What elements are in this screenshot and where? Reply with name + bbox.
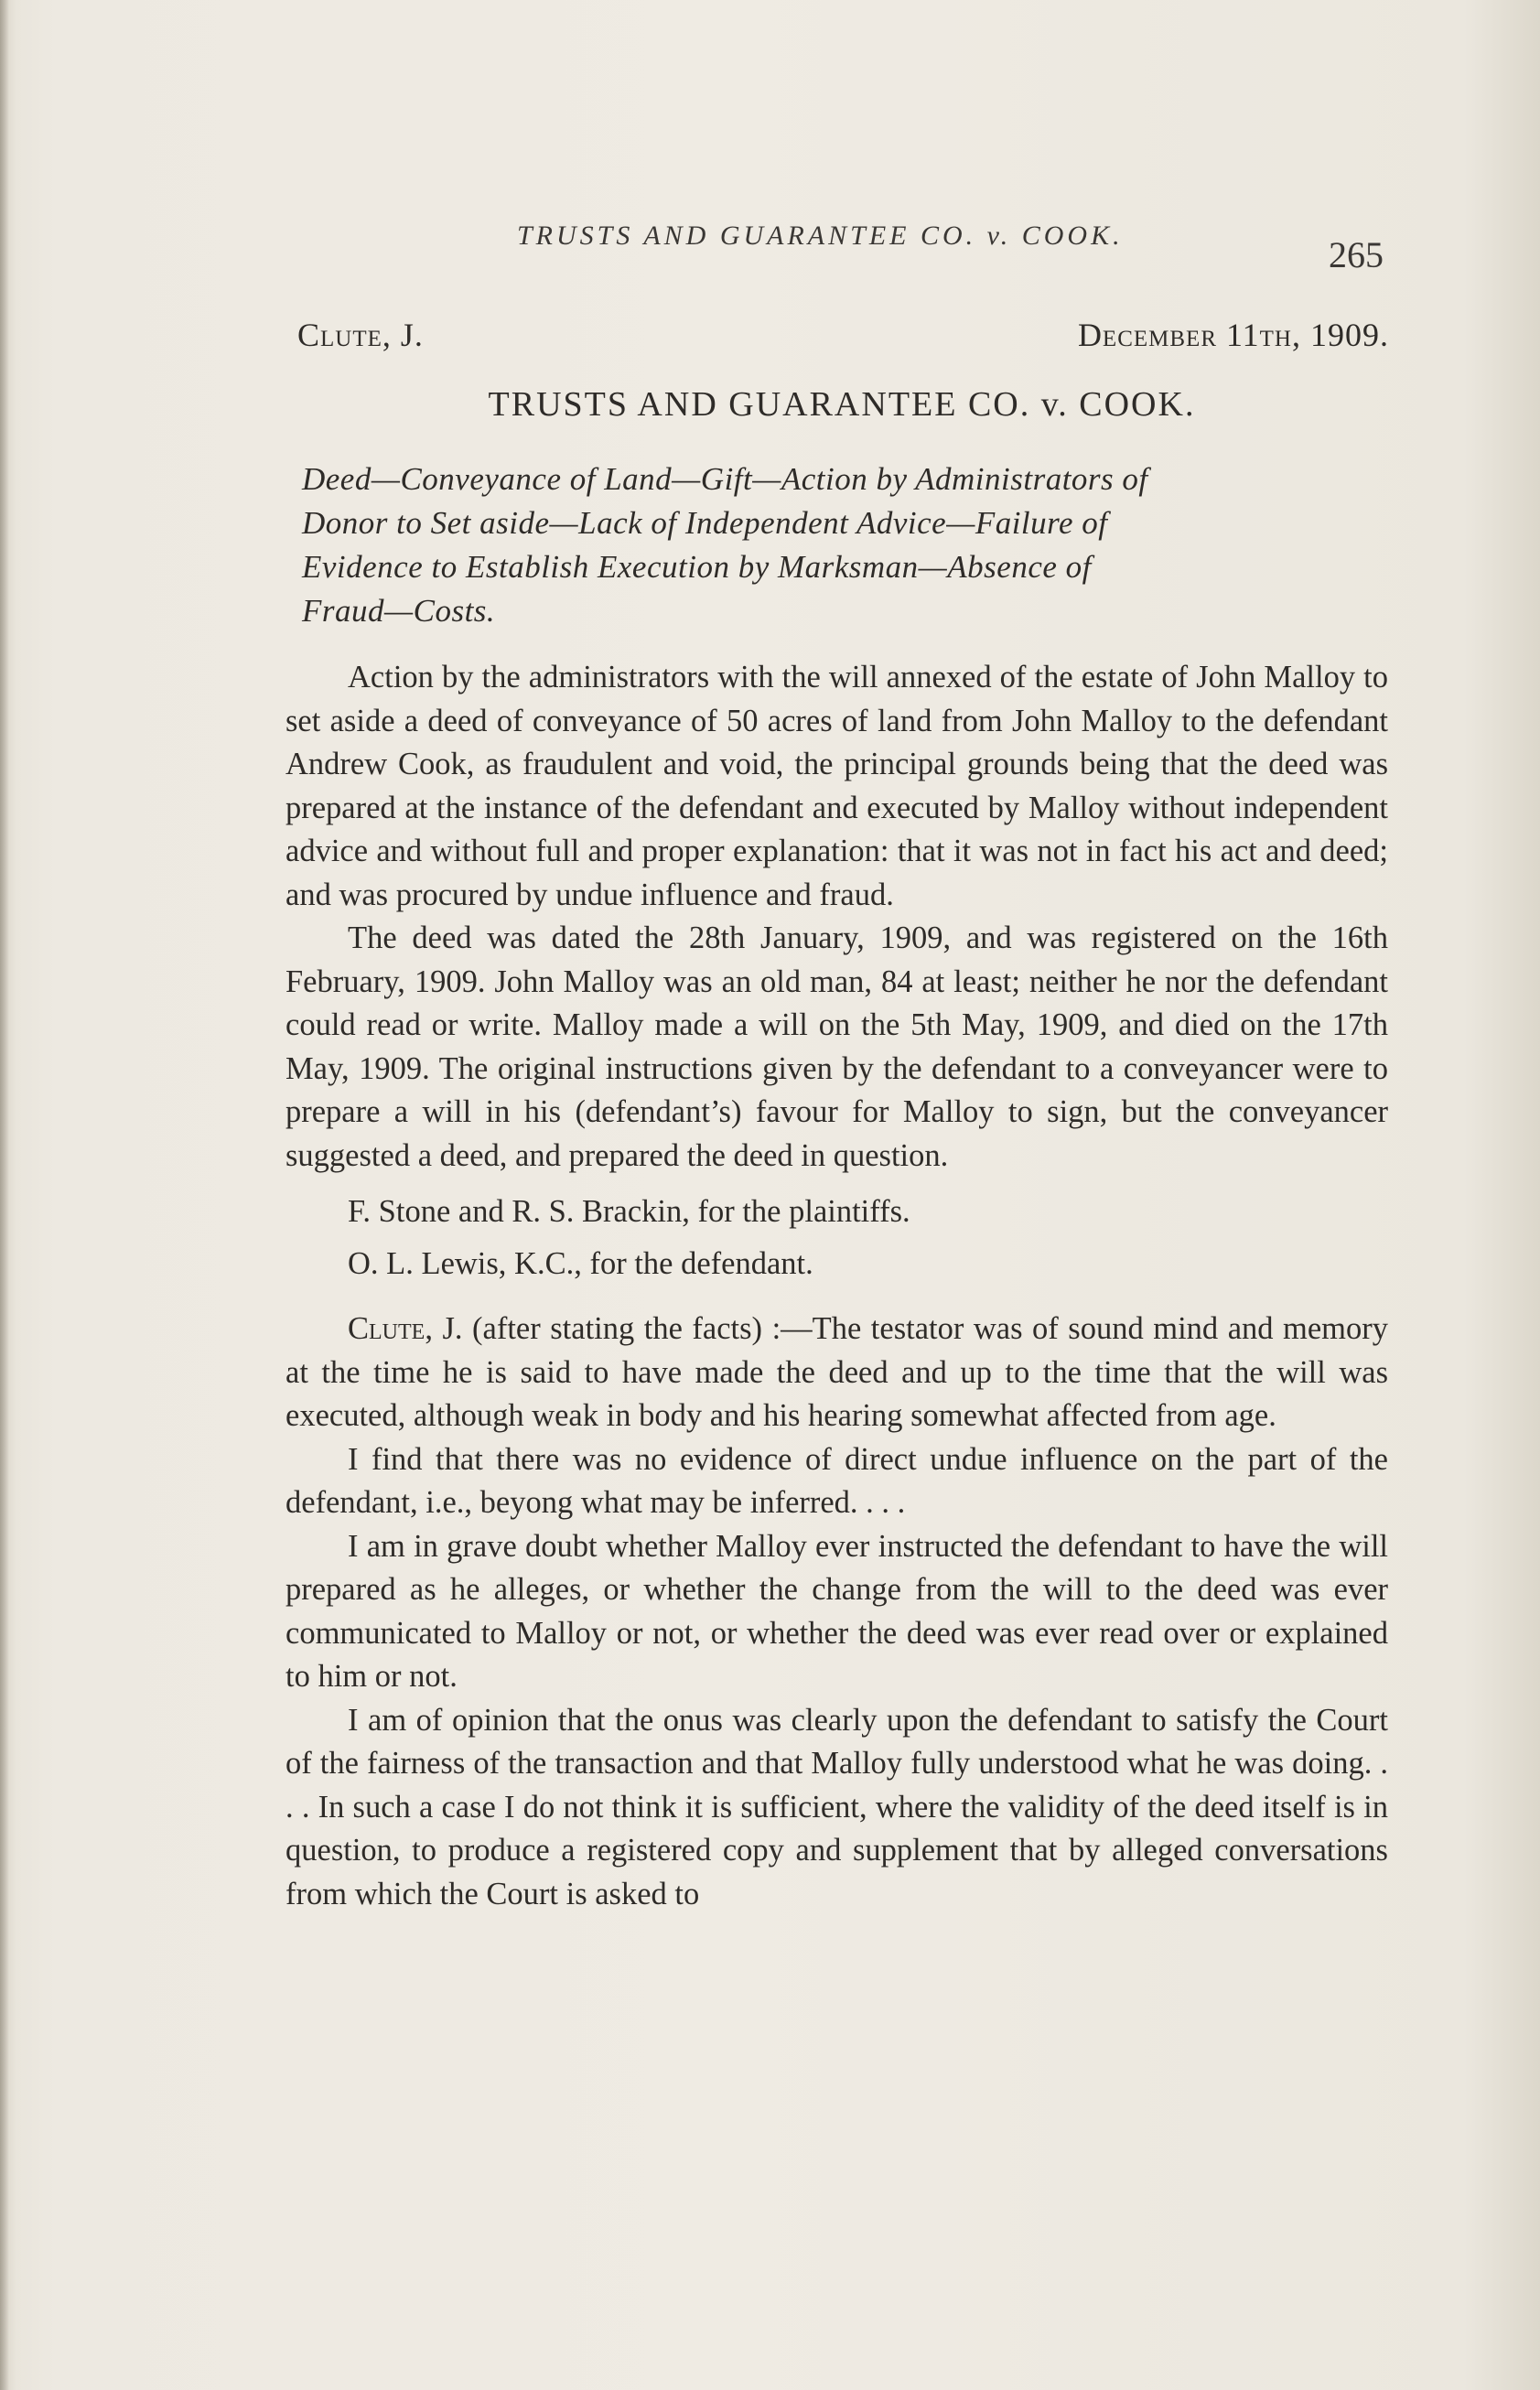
counsel-defendant: O. L. Lewis, K.C., for the defendant. [348,1246,813,1281]
judgment-paragraph: I am of opinion that the onus was clearly upon the defendant to satisfy the Court of the fairness of the transaction and that Malloy fully understood what he was doing. . . . In such a case I do not think it is sufficient, where the validity of the deed itself is in question, to produce a registered copy and supplement that by alleged conversations from which the Court is asked to [285,1702,1388,1911]
running-head: TRUSTS AND GUARANTEE CO. v. COOK. [517,221,1124,251]
binding-shadow [0,0,9,2390]
counsel-block [285,1190,1388,1295]
headnote-line: Evidence to Establish Execution by Marksman—Absence of [302,549,1092,585]
facts-paragraph: The deed was dated the 28th January, 1909, and was registered on the 16th February, 1909. John Malloy was an old man, 84 at least; neither he nor the defendant could read or write. Malloy made a will on the 5th May, 1909, and died on the 17th May, 1909. The original instructions given by the defendant to a conveyancer were to prepare a will in his (defendant’s) favour for Malloy to sign, but the conveyancer suggested a deed, and prepared the deed in question. [285,920,1388,1173]
judgment-paragraph: I find that there was no evidence of direct undue influence on the part of the defendant, i.e., beyong what may be inferred. . . . [285,1441,1388,1520]
judge-name: Clute, J. [297,317,424,353]
case-title: TRUSTS AND GUARANTEE CO. v. COOK. [488,385,1196,424]
headnote-line: Fraud—Costs. [302,593,496,629]
counsel-plaintiffs: F. Stone and R. S. Brackin, for the plaintiffs. [348,1194,910,1229]
page-number: 265 [1329,234,1384,275]
headnote-line: Donor to Set aside—Lack of Independent Advice—Failure of [302,505,1108,541]
facts-paragraph: Action by the administrators with the will annexed of the estate of John Malloy to set aside a deed of conveyance of 50 acres of land from John Malloy to the defendant Andrew Cook, as fraudulent and void, the principal grounds being that the deed was prepared at the instance of the defendant and executed by Malloy without independent advice and without full and proper explanation: that it was not in fact his act and deed; and was procured by undue influence and fraud. [285,660,1388,912]
judgment-paragraph [285,1308,1388,1438]
judge-date-line [297,316,1389,354]
judgment-body [285,656,1388,1916]
judgment-text: (after stating the facts) :—The testator was of sound mind and memory at the time he is said to have made the deed and up to the time that the will was executed, although weak in body and his hearing somewhat affected from age. [285,1311,1389,1433]
judgment-paragraph: I am in grave doubt whether Malloy ever instructed the defendant to have the will prepared as he alleges, or whether the change from the will to the deed was ever communicated to Malloy or not, or whether the deed was ever read over or explained to him or not. [285,1528,1388,1694]
headnote [302,458,1391,633]
judge-reference: Clute, J. [348,1311,463,1346]
headnote-line: Deed—Conveyance of Land—Gift—Action by Administrators of [302,461,1148,497]
decision-date: December 11th, 1909. [1077,317,1389,353]
